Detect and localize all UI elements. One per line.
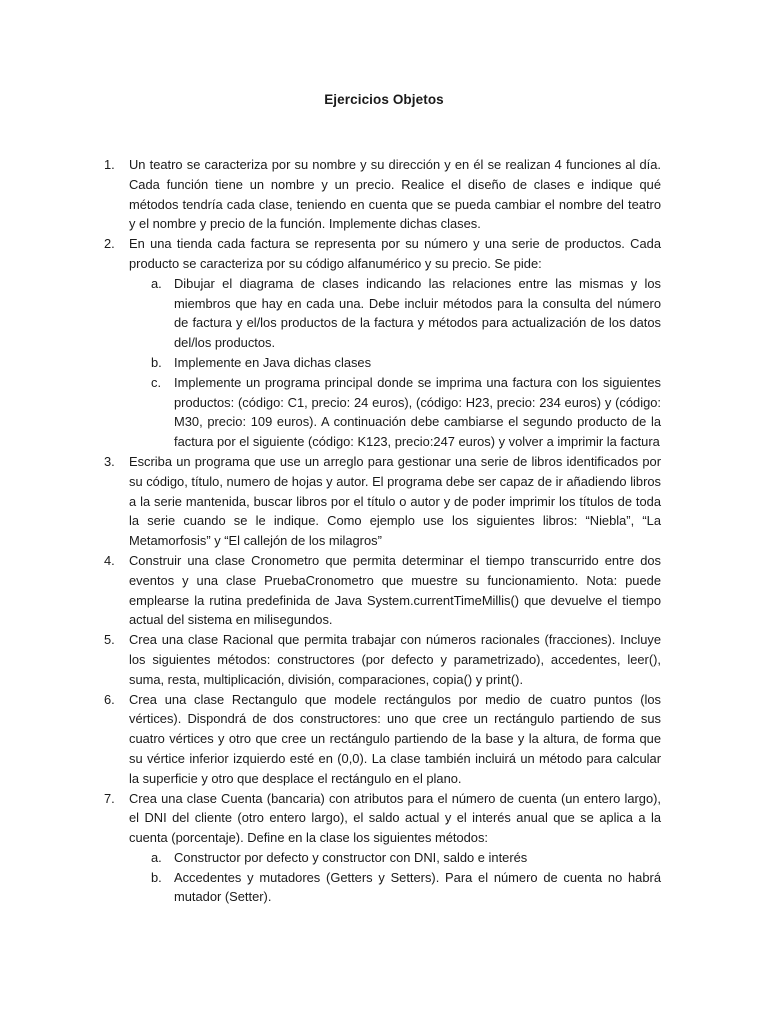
exercise-number: 7.: [104, 790, 115, 806]
exercise-text: Construir una clase Cronometro que permita determinar el tiempo transcurrido entre dos eventos y una clase PruebaCronometro que muestre su funcionamiento. Nota: puede emplearse la rutina predefinida de Java System.currentTimeMillis() que devuelve el tiempo actual del sistema en milisegundos.: [129, 552, 661, 628]
exercise-item-4: [104, 551, 661, 630]
exercise-number: 4.: [104, 552, 115, 568]
subitem-7b: [129, 868, 661, 908]
exercise-item-1: [104, 155, 661, 234]
subitem-text: Dibujar el diagrama de clases indicando las relaciones entre las mismas y los miembros que hay en cada una. Debe incluir métodos para la consulta del número de factura y el/los productos de la factura y métodos para actualización de los datos del/los productos.: [174, 275, 661, 351]
subitem-list: [129, 848, 661, 907]
exercise-content: [104, 155, 661, 907]
exercise-number: 2.: [104, 236, 115, 252]
exercise-text: Un teatro se caracteriza por su nombre y su dirección y en él se realizan 4 funciones al día. Cada función tiene un nombre y un precio. Realice el diseño de clases e indique qué métodos tendría cada clase, teniendo en cuenta que se pueda cambiar el nombre del teatro y el nombre y precio de la función. Implemente dichas clases.: [129, 157, 661, 232]
subitem-letter: a.: [151, 275, 162, 291]
exercise-number: 5.: [104, 632, 115, 648]
subitem-2a: [129, 274, 661, 353]
exercise-text: En una tienda cada factura se representa por su número y una serie de productos. Cada producto se caracteriza por su código alfanumérico y su precio. Se pide:: [129, 236, 661, 271]
exercise-text: Escriba un programa que use un arreglo para gestionar una serie de libros identificados por su código, título, numero de hojas y autor. El programa debe ser capaz de ir añadiendo libros a la serie mantenida, buscar libros por el título o autor y de poder imprimir los títulos de toda la serie cuando se le indique. Como ejemplo use los siguientes libros: “Niebla”, “La Metamorfosis” y “El callejón de los milagros”: [129, 453, 661, 549]
subitem-letter: b.: [151, 354, 162, 370]
exercise-text: Crea una clase Cuenta (bancaria) con atributos para el número de cuenta (un entero largo), el DNI del cliente (otro entero largo), el saldo actual y el interés anual que se aplica a la cuenta (porcentaje). Define en la clase los siguientes métodos:: [129, 790, 661, 846]
exercise-item-2: [104, 234, 661, 452]
exercise-item-7: [104, 789, 661, 908]
exercise-item-3: [104, 452, 661, 551]
subitem-list: [129, 274, 661, 452]
exercise-text: Crea una clase Racional que permita trabajar con números racionales (fracciones). Incluye los siguientes métodos: constructores (por defecto y parametrizado), accedentes, leer(), suma, resta, multiplicación, división, comparaciones, copia() y print().: [129, 632, 661, 687]
subitem-text: Implemente en Java dichas clases: [174, 354, 372, 370]
subitem-letter: c.: [151, 374, 162, 390]
exercise-text: Crea una clase Rectangulo que modele rectángulos por medio de cuatro puntos (los vértices). Dispondrá de dos constructores: uno que cree un rectángulo partiendo de sus cuatro vértices y otro que cree un rectángulo partiendo de la base y la altura, de forma que su vértice inferior izquierdo esté en (0,0). La clase también incluirá un método para calcular la superficie y otro que desplace el rectángulo en el plano.: [129, 691, 661, 786]
subitem-text: Accedentes y mutadores (Getters y Setters). Para el número de cuenta no habrá mutador (Setter).: [174, 869, 661, 905]
exercise-number: 3.: [104, 453, 115, 469]
page-title: Ejercicios Objetos: [324, 92, 444, 107]
subitem-text: Constructor por defecto y constructor con DNI, saldo e interés: [174, 849, 528, 865]
subitem-letter: b.: [151, 869, 162, 885]
exercise-item-5: [104, 630, 661, 689]
exercise-number: 6.: [104, 691, 115, 707]
subitem-text: Implemente un programa principal donde se imprima una factura con los siguientes productos: (código: C1, precio: 24 euros), (código: H23, precio: 234 euros) y (código: M30, precio: 109 euros). A continuación debe cambiarse el segundo producto de la factura por el siguiente (código: K123, precio:247 euros) y volver a imprimir la factura: [174, 374, 661, 450]
subitem-2b: [129, 353, 661, 373]
subitem-7a: [129, 848, 661, 868]
subitem-2c: [129, 373, 661, 452]
exercise-item-6: [104, 690, 661, 789]
subitem-letter: a.: [151, 849, 162, 865]
exercise-list: [104, 155, 661, 907]
exercise-number: 1.: [104, 157, 115, 172]
